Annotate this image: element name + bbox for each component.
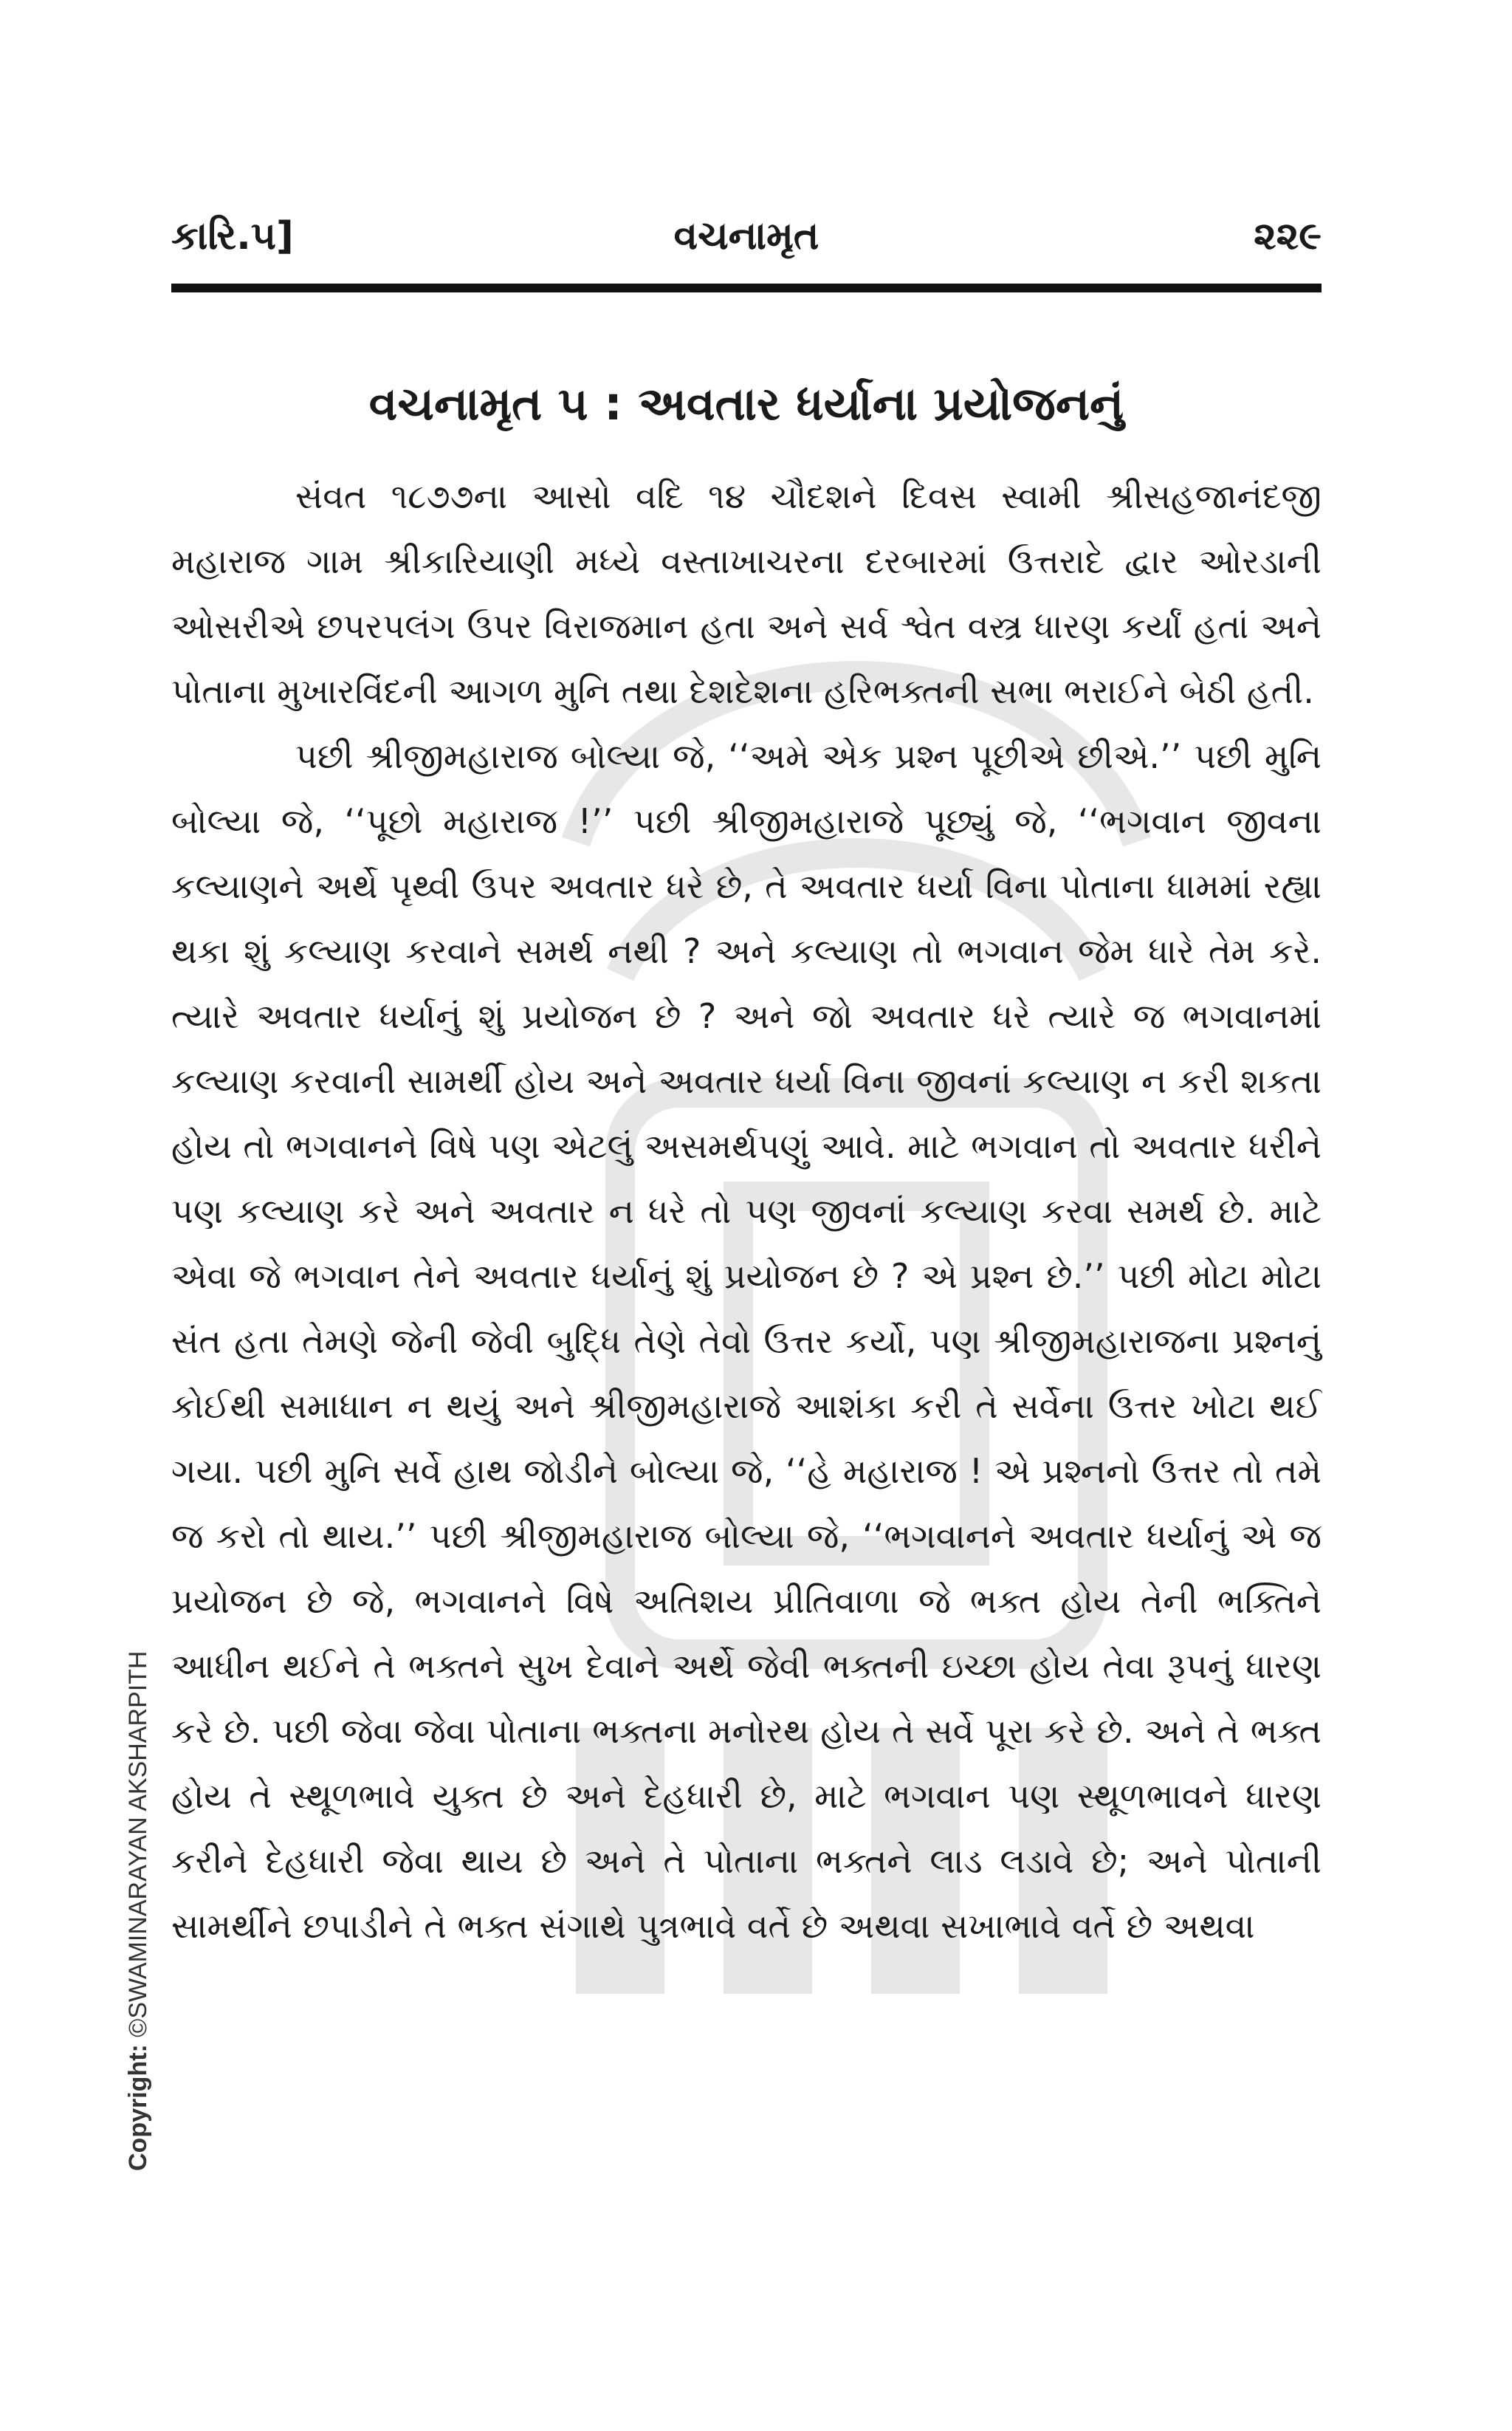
- paragraph: પછી શ્રીજીમહારાજ બોલ્યા જે, ‘‘અમે એક પ્રશ્ન પૂછીએ છીએ.’’ પછી મુનિ બોલ્યા જે, ‘‘પૂછો મહારાજ !’’ પછી શ્રીજીમહારાજે પૂછ્યું જે, ‘‘ભગવાન જીવના કલ્યાણને અર્થે પૃથ્વી ઉપર અવતાર ધરે છે, તે અવતાર ધર્યા વિના પોતાના ધામમાં રહ્યા થકા શું કલ્યાણ કરવાને સમર્થ નથી ? અને કલ્યાણ તો ભગવાન જેમ ધારે તેમ કરે. ત્યારે અવતાર ધર્યાનું શું પ્રયોજન છે ? અને જો અવતાર ધરે ત્યારે જ ભગવાનમાં કલ્યાણ કરવાની સામર્થી હોય અને અવતાર ધર્યા વિના જીવનાં કલ્યાણ ન કરી શકતા હોય તો ભગવાનને વિષે પણ એટલું અસમર્થપણું આવે. માટે ભગવાન તો અવતાર ધરીને પણ કલ્યાણ કરે અને અવતાર ન ધરે તો પણ જીવનાં કલ્યાણ કરવા સમર્થ છે. માટે એવા જે ભગવાન તેને અવતાર ધર્યાનું શું પ્રયોજન છે ? એ પ્રશ્ન છે.’’ પછી મોટા મોટા સંત હતા તેમણે જેની જેવી બુદ્ધિ તેણે તેવો ઉત્તર કર્યો, પણ શ્રીજીમહારાજના પ્રશ્નનું કોઈથી સમાધાન ન થયું અને શ્રીજીમહારાજે આશંકા કરી તે સર્વેના ઉત્તર ખોટા થઈ ગયા. પછી મુનિ સર્વે હાથ જોડીને બોલ્યા જે, ‘‘હે મહારાજ ! એ પ્રશ્નનો ઉત્તર તો તમે જ કરો તો થાય.’’ પછી શ્રીજીમહારાજ બોલ્યા જે, ‘‘ભગવાનને અવતાર ધર્યાનું એ જ પ્રયોજન છે જે, ભગવાનને વિષે અતિશય પ્રીતિવાળા જે ભક્ત હોય તેની ભક્તિને આધીન થઈને તે ભક્તને સુખ દેવાને અર્થે જેવી ભક્તની ઇચ્છા હોય તેવા રૂપનું ધારણ કરે છે. પછી જેવા જેવા પોતાના ભક્તના મનોરથ હોય તે સર્વે પૂરા કરે છે. અને તે ભક્ત હોય તે સ્થૂળભાવે યુક્ત છે અને દેહધારી છે, માટે ભગવાન પણ સ્થૂળભાવને ધારણ કરીને દેહધારી જેવા થાય છે અને તે પોતાના ભક્તને લાડ લડાવે છે; અને પોતાની સામર્થીને છપાડીને તે ભક્ત સંગાથે પુત્રભાવે વર્તે છે અથવા સખાભાવે વર્તે છે અથવા: [171, 736, 1322, 1946]
- copyright-holder: ©SWAMINARAYAN AKSHARPITH: [124, 1650, 152, 2037]
- chapter-title: વચનામૃત ૫ : અવતાર ધર્યાના પ્રયોજનનું: [368, 377, 1124, 431]
- section-reference: કારિ.૫]: [171, 214, 294, 258]
- copyright-label: Copyright:: [124, 2044, 152, 2171]
- book-title: વચનામૃત: [673, 214, 819, 258]
- page-number: ૨૨૯: [1254, 214, 1322, 258]
- running-header: [171, 214, 1322, 273]
- body-text: [171, 464, 1322, 1958]
- header-rule: [171, 284, 1322, 292]
- copyright-notice: [124, 1651, 153, 2171]
- paragraph: સંવત ૧૮૭૭ના આસો વદિ ૧૪ ચૌદશને દિવસ સ્વામી શ્રીસહજાનંદજી મહારાજ ગામ શ્રીકારિયાણી મધ્યે વસ્તાખાચરના દરબારમાં ઉત્તરાદે દ્વાર ઓરડાની ઓસરીએ છપરપલંગ ઉપર વિરાજમાન હતા અને સર્વ શ્વેત વસ્ત્ર ધારણ કર્યાં હતાં અને પોતાના મુખારવિંદની આગળ મુનિ તથા દેશદેશના હરિભક્તની સભા ભરાઈને બેઠી હતી.: [171, 476, 1322, 711]
